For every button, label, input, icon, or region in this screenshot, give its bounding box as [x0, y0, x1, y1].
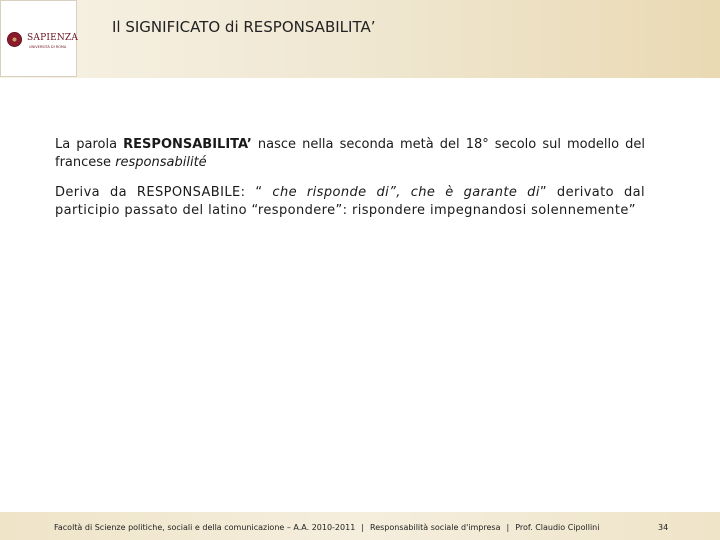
paragraph-text: La parola: [55, 137, 124, 152]
header-band: [0, 0, 720, 78]
slide-title: Il SIGNIFICATO di RESPONSABILITA’: [112, 18, 376, 36]
footer-separator: |: [361, 523, 364, 532]
footer-info: [54, 523, 599, 532]
paragraph-derivation: [55, 184, 645, 220]
paragraph-text: Deriva da RESPONSABILE: “: [55, 185, 273, 200]
paragraph-text: nasce nella seconda metà del 18° secolo sul modello del francese: [55, 137, 645, 170]
logo-subtitle: UNIVERSITÀ DI ROMA: [29, 45, 67, 49]
page-number: 34: [658, 523, 669, 532]
paragraph-origin: [55, 136, 645, 172]
logo-name: SAPIENZA: [27, 33, 79, 43]
footer-professor: Prof. Claudio Cipollini: [515, 523, 600, 532]
bold-term: RESPONSABILITA’: [123, 137, 252, 152]
footer-separator: |: [506, 523, 510, 532]
italic-term: responsabilité: [115, 155, 207, 170]
paragraph-text: ” derivato dal participio passato del latino “respondere”: rispondere impegnandosi solennemente”: [55, 185, 645, 218]
slide-body: [55, 136, 645, 232]
footer-course: Responsabilità sociale d'impresa: [370, 523, 501, 532]
university-logo: [0, 0, 77, 77]
italic-phrase: che risponde di”, che è garante di: [272, 185, 540, 200]
footer-faculty: Facoltà di Scienze politiche, sociali e della comunicazione – A.A. 2010-2011: [54, 523, 356, 532]
sapienza-seal-icon: [7, 32, 22, 47]
